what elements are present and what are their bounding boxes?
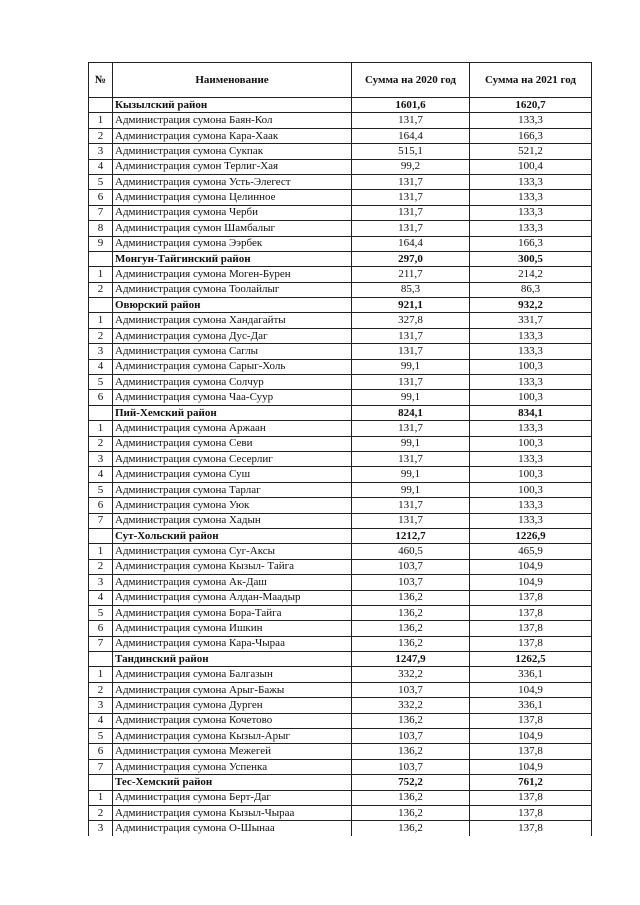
table-row — [89, 667, 592, 682]
sum-2020-cell: 131,7 — [352, 174, 470, 189]
sum-2021-cell: 100,4 — [470, 159, 592, 174]
district-name: Кызылский район — [113, 98, 352, 113]
administration-name: Администрация сумона Чаа-Суур — [113, 390, 352, 405]
row-number: 5 — [89, 482, 113, 497]
administration-name: Администрация сумона Хадын — [113, 513, 352, 528]
row-number: 3 — [89, 451, 113, 466]
sum-2020-cell: 1212,7 — [352, 528, 470, 543]
administration-name: Администрация сумона Сесерлиг — [113, 451, 352, 466]
table-row — [89, 759, 592, 774]
district-name: Тандинский район — [113, 652, 352, 667]
sum-2020-cell: 164,4 — [352, 128, 470, 143]
row-number — [89, 98, 113, 113]
row-number: 1 — [89, 421, 113, 436]
sum-2020-cell: 99,1 — [352, 467, 470, 482]
table-row — [89, 682, 592, 697]
administration-name: Администрация сумона Целинное — [113, 190, 352, 205]
administration-name: Администрация сумона Ак-Даш — [113, 575, 352, 590]
table-row — [89, 344, 592, 359]
sum-2021-cell: 137,8 — [470, 713, 592, 728]
sum-2020-cell: 332,2 — [352, 698, 470, 713]
table-row — [89, 636, 592, 651]
row-number — [89, 652, 113, 667]
administration-name: Администрация сумон Терлиг-Хая — [113, 159, 352, 174]
table-row — [89, 559, 592, 574]
sum-2020-cell: 136,2 — [352, 713, 470, 728]
table-row — [89, 375, 592, 390]
sum-2021-cell: 166,3 — [470, 236, 592, 251]
table-row — [89, 729, 592, 744]
sum-2021-cell: 100,3 — [470, 359, 592, 374]
sum-2020-cell: 297,0 — [352, 251, 470, 266]
sum-2021-cell: 521,2 — [470, 144, 592, 159]
sum-2021-cell: 133,3 — [470, 451, 592, 466]
table-row — [89, 590, 592, 605]
administration-name: Администрация сумона Кызыл- Тайга — [113, 559, 352, 574]
administration-name: Администрация сумона Уюк — [113, 498, 352, 513]
sum-2020-cell: 136,2 — [352, 621, 470, 636]
sum-2020-cell: 332,2 — [352, 667, 470, 682]
administration-name: Администрация сумона Усть-Элегест — [113, 174, 352, 189]
administration-name: Администрация сумона Хандагайты — [113, 313, 352, 328]
row-number: 2 — [89, 559, 113, 574]
sum-2020-cell: 131,7 — [352, 190, 470, 205]
budget-table — [88, 62, 592, 836]
table-row — [89, 267, 592, 282]
sum-2020-cell: 85,3 — [352, 282, 470, 297]
table-row — [89, 328, 592, 343]
table-row — [89, 359, 592, 374]
row-number — [89, 298, 113, 313]
table-row — [89, 467, 592, 482]
sum-2021-cell: 133,3 — [470, 421, 592, 436]
sum-2020-cell: 1601,6 — [352, 98, 470, 113]
table-row — [89, 159, 592, 174]
sum-2021-cell: 133,3 — [470, 498, 592, 513]
table-row — [89, 236, 592, 251]
sum-2021-cell: 1620,7 — [470, 98, 592, 113]
sum-2021-cell: 331,7 — [470, 313, 592, 328]
sum-2020-cell: 131,7 — [352, 328, 470, 343]
row-number: 4 — [89, 359, 113, 374]
header-num: № — [89, 63, 113, 98]
administration-name: Администрация сумона Тоолайлыг — [113, 282, 352, 297]
sum-2021-cell: 100,3 — [470, 482, 592, 497]
sum-2021-cell: 133,3 — [470, 375, 592, 390]
administration-name: Администрация сумона Саглы — [113, 344, 352, 359]
administration-name: Администрация сумона О-Шынаа — [113, 821, 352, 836]
sum-2021-cell: 86,3 — [470, 282, 592, 297]
sum-2020-cell: 131,7 — [352, 513, 470, 528]
district-row — [89, 775, 592, 790]
row-number: 7 — [89, 759, 113, 774]
row-number: 1 — [89, 113, 113, 128]
district-row — [89, 652, 592, 667]
row-number: 2 — [89, 328, 113, 343]
administration-name: Администрация сумона Кызыл-Арыг — [113, 729, 352, 744]
table-row — [89, 498, 592, 513]
sum-2021-cell: 100,3 — [470, 467, 592, 482]
sum-2020-cell: 131,7 — [352, 205, 470, 220]
administration-name: Администрация сумона Севи — [113, 436, 352, 451]
district-row — [89, 98, 592, 113]
sum-2021-cell: 133,3 — [470, 513, 592, 528]
row-number: 4 — [89, 590, 113, 605]
row-number — [89, 405, 113, 420]
row-number: 5 — [89, 605, 113, 620]
sum-2020-cell: 131,7 — [352, 113, 470, 128]
sum-2020-cell: 136,2 — [352, 821, 470, 836]
table-row — [89, 621, 592, 636]
sum-2020-cell: 131,7 — [352, 344, 470, 359]
sum-2021-cell: 1226,9 — [470, 528, 592, 543]
administration-name: Администрация сумона Дурген — [113, 698, 352, 713]
sum-2021-cell: 137,8 — [470, 605, 592, 620]
table-body — [89, 98, 592, 836]
administration-name: Администрация сумона Успенка — [113, 759, 352, 774]
sum-2021-cell: 214,2 — [470, 267, 592, 282]
administration-name: Администрация сумона Суш — [113, 467, 352, 482]
administration-name: Администрация сумона Кара-Чыраа — [113, 636, 352, 651]
sum-2021-cell: 104,9 — [470, 682, 592, 697]
row-number: 6 — [89, 390, 113, 405]
sum-2021-cell: 100,3 — [470, 390, 592, 405]
sum-2021-cell: 133,3 — [470, 174, 592, 189]
sum-2021-cell: 133,3 — [470, 113, 592, 128]
row-number: 4 — [89, 713, 113, 728]
sum-2020-cell: 460,5 — [352, 544, 470, 559]
table-header — [89, 63, 592, 98]
sum-2021-cell: 137,8 — [470, 621, 592, 636]
district-name: Сут-Хольский район — [113, 528, 352, 543]
row-number: 3 — [89, 821, 113, 836]
row-number: 6 — [89, 498, 113, 513]
sum-2020-cell: 515,1 — [352, 144, 470, 159]
administration-name: Администрация сумона Баян-Кол — [113, 113, 352, 128]
sum-2020-cell: 103,7 — [352, 575, 470, 590]
table-row — [89, 221, 592, 236]
row-number: 3 — [89, 144, 113, 159]
sum-2020-cell: 99,2 — [352, 159, 470, 174]
sum-2020-cell: 1247,9 — [352, 652, 470, 667]
sum-2020-cell: 103,7 — [352, 559, 470, 574]
sum-2021-cell: 336,1 — [470, 667, 592, 682]
row-number: 4 — [89, 159, 113, 174]
sum-2021-cell: 133,3 — [470, 328, 592, 343]
sum-2021-cell: 137,8 — [470, 805, 592, 820]
row-number: 5 — [89, 729, 113, 744]
administration-name: Администрация сумона Алдан-Маадыр — [113, 590, 352, 605]
table-row — [89, 128, 592, 143]
sum-2020-cell: 103,7 — [352, 682, 470, 697]
table-row — [89, 744, 592, 759]
row-number: 7 — [89, 205, 113, 220]
header-row — [89, 63, 592, 98]
sum-2021-cell: 336,1 — [470, 698, 592, 713]
sum-2021-cell: 104,9 — [470, 559, 592, 574]
row-number: 2 — [89, 682, 113, 697]
row-number — [89, 528, 113, 543]
row-number: 7 — [89, 513, 113, 528]
table-row — [89, 698, 592, 713]
administration-name: Администрация сумона Кызыл-Чыраа — [113, 805, 352, 820]
sum-2020-cell: 136,2 — [352, 636, 470, 651]
row-number — [89, 775, 113, 790]
table-row — [89, 605, 592, 620]
table-row — [89, 575, 592, 590]
sum-2021-cell: 300,5 — [470, 251, 592, 266]
sum-2021-cell: 104,9 — [470, 575, 592, 590]
row-number: 9 — [89, 236, 113, 251]
administration-name: Администрация сумона Межегей — [113, 744, 352, 759]
administration-name: Администрация сумона Черби — [113, 205, 352, 220]
row-number: 6 — [89, 744, 113, 759]
district-name: Овюрский район — [113, 298, 352, 313]
administration-name: Администрация сумона Ээрбек — [113, 236, 352, 251]
sum-2021-cell: 100,3 — [470, 436, 592, 451]
row-number: 2 — [89, 128, 113, 143]
sum-2020-cell: 99,1 — [352, 359, 470, 374]
sum-2021-cell: 104,9 — [470, 759, 592, 774]
row-number: 3 — [89, 344, 113, 359]
sum-2021-cell: 465,9 — [470, 544, 592, 559]
administration-name: Администрация сумона Сукпак — [113, 144, 352, 159]
header-sum-2020: Сумма на 2020 год — [352, 63, 470, 98]
sum-2021-cell: 137,8 — [470, 790, 592, 805]
district-row — [89, 251, 592, 266]
administration-name: Администрация сумона Кара-Хаак — [113, 128, 352, 143]
administration-name: Администрация сумона Дус-Даг — [113, 328, 352, 343]
table-row — [89, 205, 592, 220]
table-row — [89, 421, 592, 436]
sum-2021-cell: 761,2 — [470, 775, 592, 790]
row-number: 6 — [89, 190, 113, 205]
sum-2021-cell: 104,9 — [470, 729, 592, 744]
sum-2021-cell: 137,8 — [470, 821, 592, 836]
table-row — [89, 436, 592, 451]
sum-2020-cell: 103,7 — [352, 759, 470, 774]
administration-name: Администрация сумона Аржаан — [113, 421, 352, 436]
sum-2020-cell: 99,1 — [352, 482, 470, 497]
sum-2020-cell: 136,2 — [352, 805, 470, 820]
row-number: 2 — [89, 805, 113, 820]
table-row — [89, 821, 592, 836]
row-number: 1 — [89, 544, 113, 559]
sum-2020-cell: 131,7 — [352, 375, 470, 390]
sum-2021-cell: 166,3 — [470, 128, 592, 143]
header-sum-2021: Сумма на 2021 год — [470, 63, 592, 98]
table-row — [89, 174, 592, 189]
sum-2020-cell: 211,7 — [352, 267, 470, 282]
row-number: 3 — [89, 698, 113, 713]
table-row — [89, 282, 592, 297]
row-number: 1 — [89, 790, 113, 805]
row-number: 2 — [89, 436, 113, 451]
sum-2020-cell: 164,4 — [352, 236, 470, 251]
table-row — [89, 113, 592, 128]
district-row — [89, 405, 592, 420]
sum-2020-cell: 136,2 — [352, 790, 470, 805]
row-number: 1 — [89, 667, 113, 682]
header-name: Наименование — [113, 63, 352, 98]
administration-name: Администрация сумона Берт-Даг — [113, 790, 352, 805]
row-number — [89, 251, 113, 266]
sum-2020-cell: 131,7 — [352, 498, 470, 513]
table-row — [89, 144, 592, 159]
table-row — [89, 805, 592, 820]
table-row — [89, 451, 592, 466]
sum-2020-cell: 824,1 — [352, 405, 470, 420]
administration-name: Администрация сумона Сарыг-Холь — [113, 359, 352, 374]
row-number: 5 — [89, 174, 113, 189]
sum-2020-cell: 136,2 — [352, 744, 470, 759]
row-number: 8 — [89, 221, 113, 236]
sum-2021-cell: 834,1 — [470, 405, 592, 420]
administration-name: Администрация сумона Арыг-Бажы — [113, 682, 352, 697]
row-number: 6 — [89, 621, 113, 636]
table-row — [89, 513, 592, 528]
administration-name: Администрация сумона Солчур — [113, 375, 352, 390]
sum-2020-cell: 136,2 — [352, 605, 470, 620]
table-row — [89, 790, 592, 805]
row-number: 2 — [89, 282, 113, 297]
sum-2021-cell: 137,8 — [470, 744, 592, 759]
sum-2020-cell: 136,2 — [352, 590, 470, 605]
district-row — [89, 298, 592, 313]
row-number: 1 — [89, 313, 113, 328]
row-number: 1 — [89, 267, 113, 282]
sum-2020-cell: 131,7 — [352, 221, 470, 236]
table-row — [89, 313, 592, 328]
sum-2021-cell: 133,3 — [470, 344, 592, 359]
administration-name: Администрация сумона Моген-Бурен — [113, 267, 352, 282]
sum-2020-cell: 327,8 — [352, 313, 470, 328]
sum-2021-cell: 137,8 — [470, 590, 592, 605]
administration-name: Администрация сумона Тарлаг — [113, 482, 352, 497]
sum-2020-cell: 131,7 — [352, 421, 470, 436]
administration-name: Администрация сумона Балгазын — [113, 667, 352, 682]
district-name: Пий-Хемский район — [113, 405, 352, 420]
district-name: Монгун-Тайгинский район — [113, 251, 352, 266]
administration-name: Администрация сумона Ишкин — [113, 621, 352, 636]
table-row — [89, 713, 592, 728]
row-number: 7 — [89, 636, 113, 651]
sum-2020-cell: 103,7 — [352, 729, 470, 744]
table-row — [89, 390, 592, 405]
administration-name: Администрация сумона Бора-Тайга — [113, 605, 352, 620]
sum-2021-cell: 932,2 — [470, 298, 592, 313]
sum-2020-cell: 131,7 — [352, 451, 470, 466]
sum-2021-cell: 133,3 — [470, 221, 592, 236]
row-number: 3 — [89, 575, 113, 590]
sum-2021-cell: 1262,5 — [470, 652, 592, 667]
sum-2021-cell: 133,3 — [470, 190, 592, 205]
row-number: 4 — [89, 467, 113, 482]
sum-2020-cell: 99,1 — [352, 436, 470, 451]
administration-name: Администрация сумона Суг-Аксы — [113, 544, 352, 559]
administration-name: Администрация сумон Шамбалыг — [113, 221, 352, 236]
table-row — [89, 482, 592, 497]
district-name: Тес-Хемский район — [113, 775, 352, 790]
row-number: 5 — [89, 375, 113, 390]
sum-2021-cell: 133,3 — [470, 205, 592, 220]
district-row — [89, 528, 592, 543]
sum-2020-cell: 99,1 — [352, 390, 470, 405]
administration-name: Администрация сумона Кочетово — [113, 713, 352, 728]
sum-2020-cell: 752,2 — [352, 775, 470, 790]
sum-2021-cell: 137,8 — [470, 636, 592, 651]
table-row — [89, 190, 592, 205]
sum-2020-cell: 921,1 — [352, 298, 470, 313]
table-row — [89, 544, 592, 559]
